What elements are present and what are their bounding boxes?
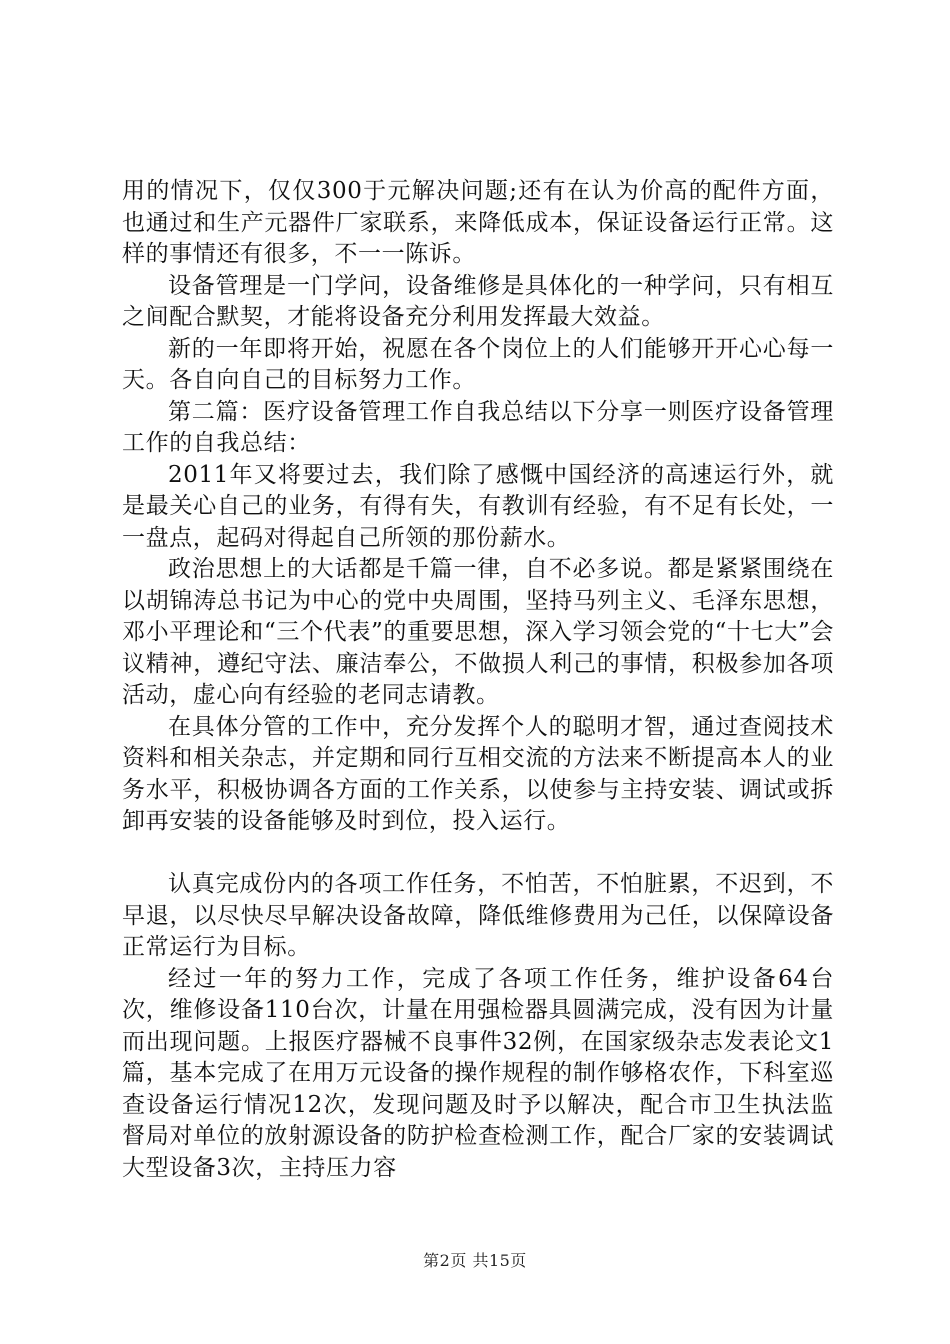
paragraph: 2011年又将要过去，我们除了感慨中国经济的高速运行外，就是最关心自己的业务，有得有失，有教训有经验，有不足有长处，一一盘点，起码对得起自己所领的那份薪水。 (122, 461, 834, 551)
paragraph: 新的一年即将开始，祝愿在各个岗位上的人们能够开开心心每一天。各自向自己的目标努力工作。 (122, 335, 834, 393)
paragraph: 设备管理是一门学问，设备维修是具体化的一种学问，只有相互之间配合默契，才能将设备充分利用发挥最大效益。 (122, 272, 834, 330)
section-heading-paragraph: 第二篇：医疗设备管理工作自我总结以下分享一则医疗设备管理工作的自我总结： (122, 398, 834, 456)
paragraph: 经过一年的努力工作，完成了各项工作任务，维护设备64台次，维修设备110台次，计量在用强检器具圆满完成，没有因为计量而出现问题。上报医疗器械不良事件32例，在国家级杂志发表论文1篇，基本完成了在用万元设备的操作规程的制作够格农作，下科室巡查设备运行情况12次，发现问题及时予以解决，配合市卫生执法监督局对单位的放射源设备的防护检查检测工作，配合厂家的安装调试大型设备3次，主持压力容 (122, 965, 834, 1181)
paragraph-continued: 用的情况下，仅仅300于元解决问题;还有在认为价高的配件方面，也通过和生产元器件厂家联系，来降低成本，保证设备运行正常。这样的事情还有很多，不一一陈诉。 (122, 178, 834, 267)
paragraph: 认真完成份内的各项工作任务，不怕苦，不怕脏累，不迟到，不早退，以尽快尽早解决设备故障，降低维修费用为己任，以保障设备正常运行为目标。 (122, 871, 834, 960)
paragraph: 政治思想上的大话都是千篇一律，自不必多说。都是紧紧围绕在以胡锦涛总书记为中心的党中央周围，坚持马列主义、毛泽东思想，邓小平理论和“三个代表”的重要思想，深入学习领会党的“十七大”会议精神，遵纪守法、廉洁奉公，不做损人利己的事情，积极参加各项活动，虚心向有经验的老同志请教。 (122, 556, 834, 708)
page-number-footer: 第2页 共15页 (423, 1251, 527, 1270)
paragraph: 在具体分管的工作中，充分发挥个人的聪明才智，通过查阅技术资料和相关杂志，并定期和同行互相交流的方法来不断提高本人的业务水平，积极协调各方面的工作关系，以使参与主持安装、调试或拆卸再安装的设备能够及时到位，投入运行。 (122, 713, 834, 834)
document-body (122, 176, 834, 1184)
